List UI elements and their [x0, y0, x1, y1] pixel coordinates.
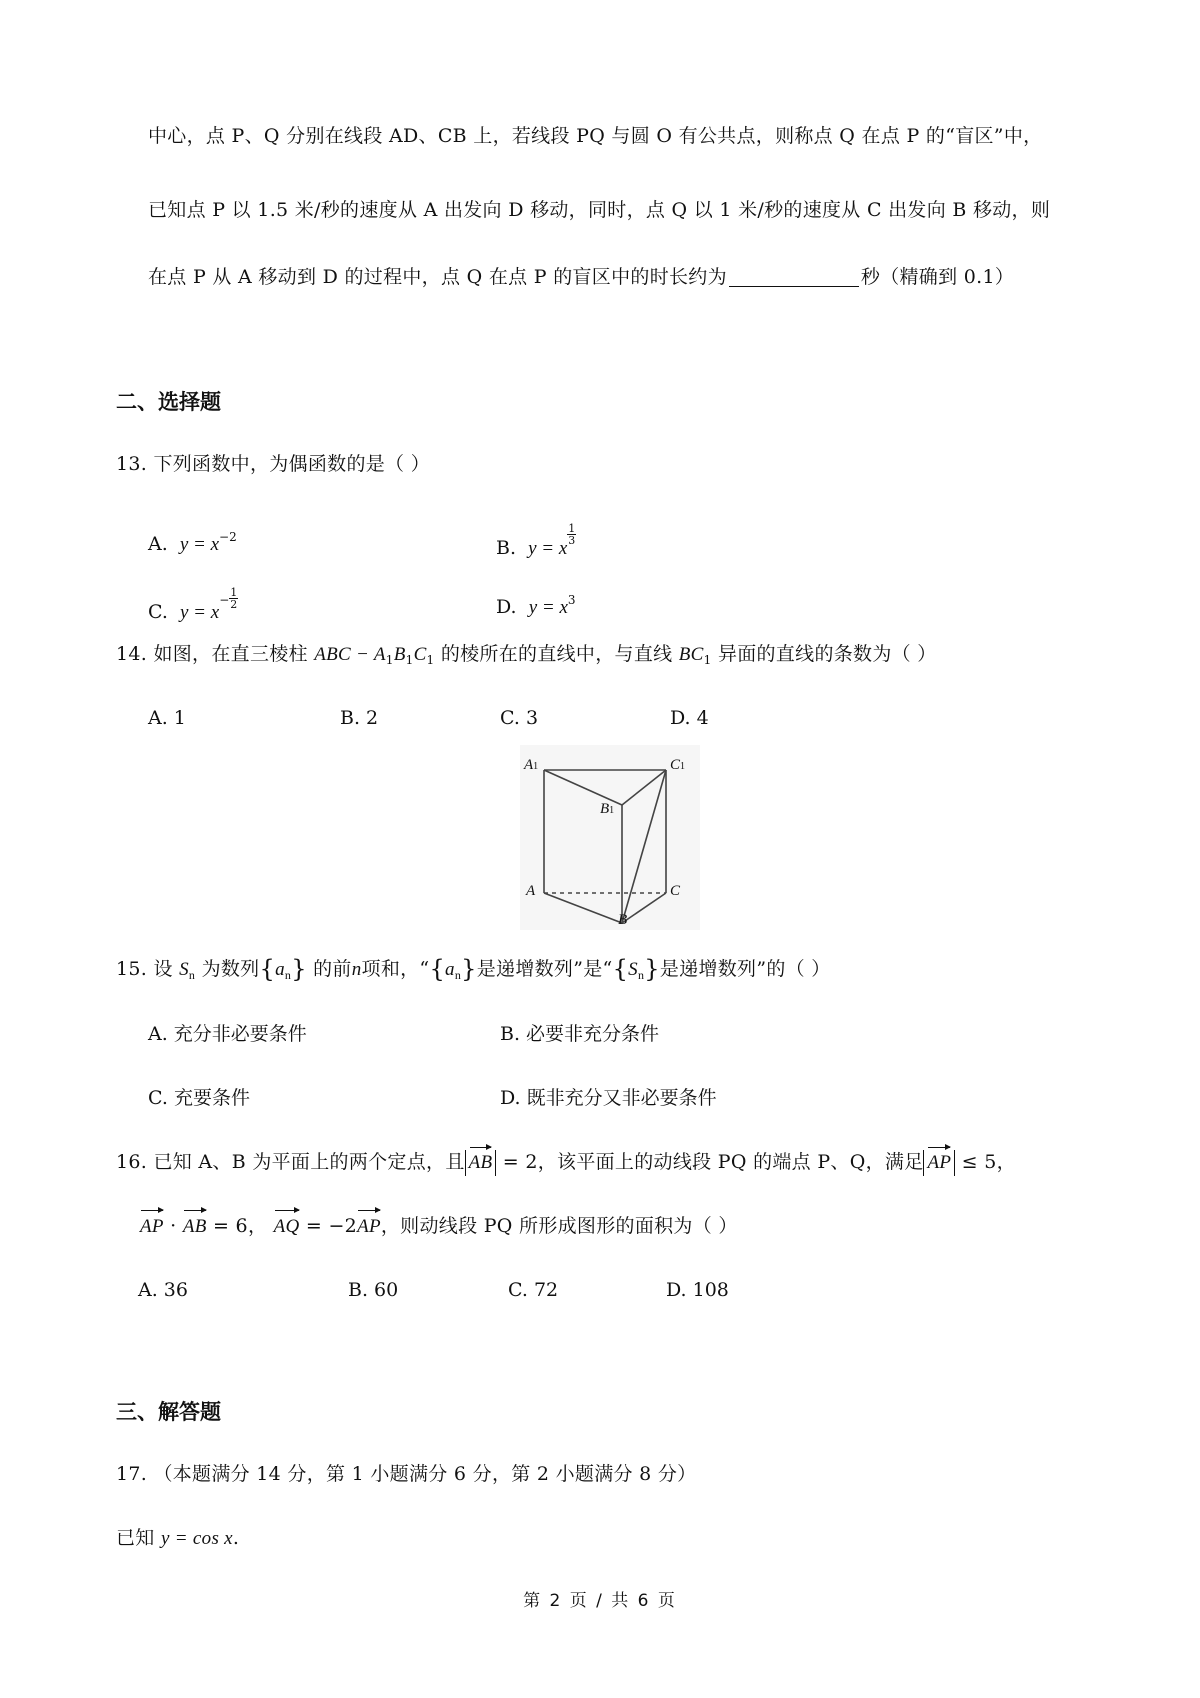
prism-name-b: B: [393, 644, 406, 665]
q13-option-b[interactable]: [496, 523, 576, 563]
brace-open: {: [429, 955, 446, 983]
q13-option-c[interactable]: [148, 586, 238, 627]
q16-stem-part-a: 16. 已知 A、B 为平面上的两个定点，且: [116, 1151, 465, 1173]
q14-option-a[interactable]: A. 1: [148, 707, 186, 729]
q13-option-d-expr: y = x: [528, 597, 568, 618]
q13-option-a-expr: y = x: [179, 534, 220, 555]
q16-eq-neg2: = −2: [305, 1215, 358, 1237]
option-label: C.: [148, 601, 168, 623]
answer-blank[interactable]: [729, 266, 859, 287]
q16-option-c[interactable]: C. 72: [508, 1279, 559, 1301]
q13-option-a[interactable]: [148, 523, 237, 559]
q16-option-b[interactable]: B. 60: [348, 1279, 399, 1301]
q14-stem-part-c: 异面的直线的条数为（ ）: [717, 643, 937, 665]
frac-num: 1: [230, 586, 238, 599]
subscript: 1: [703, 653, 712, 667]
option-label: B.: [496, 537, 517, 559]
q13-option-a-exponent: −2: [219, 530, 237, 544]
prism-name-c: C: [413, 644, 427, 665]
dot-operator: ·: [170, 1215, 177, 1237]
brace-open: {: [259, 955, 276, 983]
label-a1: A1: [524, 757, 539, 773]
q14-option-c[interactable]: C. 3: [500, 707, 539, 729]
abs-ap: [923, 1150, 955, 1176]
q14-stem-part-a: 14. 如图，在直三棱柱: [116, 643, 308, 665]
subscript: 1: [405, 653, 414, 667]
comma: ，: [247, 1215, 268, 1237]
q15-option-d[interactable]: D. 既非充分又非必要条件: [500, 1087, 717, 1109]
subscript: 1: [385, 653, 394, 667]
subscript-n: n: [284, 968, 292, 982]
q17-given-expr: y = cos x: [160, 1528, 233, 1549]
vector-ab: AB: [469, 1150, 493, 1176]
q12-text-line-3-part-a: 在点 P 从 A 移动到 D 的过程中，点 Q 在点 P 的盲区中的时长约为: [148, 266, 727, 288]
q17-given-label: 已知: [116, 1527, 155, 1549]
page-footer: 第 2 页 / 共 6 页: [523, 1591, 677, 1611]
q12-text-line-2: 已知点 P 以 1.5 米/秒的速度从 A 出发向 D 移动，同时，点 Q 以 1 米/秒的速度从 C 出发向 B 移动，则: [148, 199, 1051, 221]
q16-stem-part-d: ，则动线段 PQ 所形成图形的面积为（ ）: [380, 1215, 738, 1237]
label-a: A: [526, 883, 536, 899]
q16-option-d[interactable]: D. 108: [666, 1279, 729, 1301]
q14-option-b[interactable]: B. 2: [340, 707, 379, 729]
math-s: S: [628, 959, 638, 980]
q14-stem-part-b: 的棱所在的直线中，与直线: [440, 643, 673, 665]
brace-open: {: [612, 955, 629, 983]
q13-option-c-sign: −: [219, 593, 230, 607]
frac-den: 3: [568, 534, 576, 547]
subscript-n: n: [637, 968, 645, 982]
math-s: S: [179, 959, 189, 980]
q17-stem: 17. （本题满分 14 分，第 1 小题满分 6 分，第 2 小题满分 8 分）: [116, 1463, 697, 1485]
q16-stem-line-1: [116, 1148, 1016, 1176]
edge-ab: [544, 893, 622, 923]
q15-stem: [116, 955, 831, 989]
frac-num: 1: [568, 522, 576, 535]
q15-stem-part-b: 为数列: [201, 958, 260, 980]
q15-option-c[interactable]: C. 充要条件: [148, 1087, 250, 1109]
frac-den: 2: [230, 598, 238, 611]
section-heading-free-response: 三、解答题: [116, 1400, 221, 1424]
brace-close: }: [644, 955, 660, 983]
q13-option-c-exponent: [229, 587, 238, 610]
subscript: 1: [426, 653, 435, 667]
edge-bc1: [622, 770, 666, 923]
q13-option-d-exponent: 3: [567, 593, 576, 607]
section-heading-multiple-choice: 二、选择题: [116, 390, 221, 414]
q13-stem: 13. 下列函数中，为偶函数的是（ ）: [116, 453, 430, 475]
q12-text-line-3-part-b: 秒（精确到 0.1）: [860, 266, 1015, 288]
q15-stem-part-f: 是递增数列”的（ ）: [659, 958, 831, 980]
math-n: n: [351, 959, 362, 980]
q16-stem-part-b: ，该平面上的动线段 PQ 的端点 P、Q，满足: [537, 1151, 924, 1173]
q16-stem-line-2: [140, 1212, 738, 1241]
q15-stem-part-c: 的前: [313, 958, 352, 980]
q15-option-b[interactable]: B. 必要非充分条件: [500, 1023, 660, 1045]
q13-option-c-expr: y = x: [180, 602, 220, 623]
brace-close: }: [461, 955, 477, 983]
q16-eq-2: = 2: [502, 1151, 538, 1173]
prism-name-a: ABC − A: [314, 644, 386, 665]
q13-option-b-exponent: [567, 523, 576, 546]
label-b1: B1: [600, 801, 615, 817]
q15-stem-part-d: 项和，“: [361, 958, 430, 980]
q17-given: [116, 1524, 239, 1553]
brace-close: }: [291, 955, 307, 983]
option-label: D.: [496, 596, 517, 618]
vector-ap: AP: [140, 1213, 164, 1241]
q14-stem: [116, 640, 937, 674]
label-b: B: [618, 912, 628, 928]
q13-option-d[interactable]: [496, 586, 576, 622]
q15-stem-part-a: 15. 设: [116, 958, 173, 980]
math-a: a: [275, 959, 285, 980]
edge-b1c1: [622, 770, 666, 805]
line-bc: BC: [678, 644, 704, 665]
vector-aq: AQ: [274, 1213, 300, 1241]
edge-a1b1: [544, 770, 622, 805]
q12-text-line-3: [148, 263, 1014, 291]
q16-stem-part-c: ，: [996, 1151, 1016, 1173]
vector-ap: AP: [357, 1213, 381, 1241]
vector-ap: AP: [927, 1150, 951, 1176]
label-c1: C1: [670, 757, 686, 773]
q12-text-line-1: 中心，点 P、Q 分别在线段 AD、CB 上，若线段 PQ 与圆 O 有公共点，则称点 Q 在点 P 的“盲区”中，: [148, 125, 1043, 147]
q15-option-a[interactable]: A. 充分非必要条件: [148, 1023, 307, 1045]
q13-option-b-expr: y = x: [528, 538, 568, 559]
abs-ab: [465, 1150, 497, 1176]
q16-eq-6: = 6: [213, 1215, 248, 1237]
label-c: C: [670, 883, 681, 899]
q14-option-d[interactable]: D. 4: [670, 707, 709, 729]
math-a: a: [445, 959, 455, 980]
option-label: A.: [148, 533, 168, 555]
prism-figure: [520, 745, 700, 930]
vector-ab: AB: [183, 1213, 207, 1241]
q15-stem-part-e: 是递增数列”是“: [476, 958, 613, 980]
q16-le-5: ≤ 5: [961, 1151, 997, 1173]
subscript-n: n: [188, 968, 196, 982]
subscript-n: n: [454, 968, 462, 982]
q16-option-a[interactable]: A. 36: [138, 1279, 188, 1301]
q17-given-end: .: [232, 1527, 240, 1549]
